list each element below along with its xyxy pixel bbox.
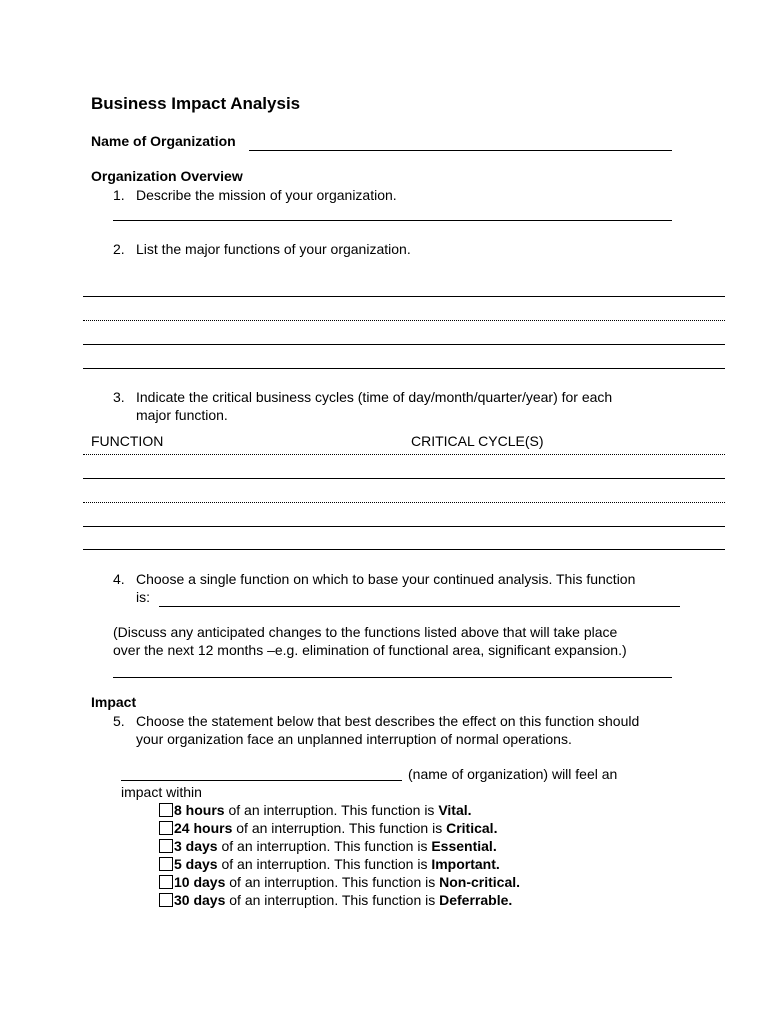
- option-text: of an interruption. This function is: [225, 874, 440, 890]
- option-duration: 3 days: [174, 838, 218, 854]
- option-level: Non-critical.: [439, 874, 521, 890]
- impact-heading: Impact: [91, 694, 137, 710]
- q3-answer-line[interactable]: [83, 454, 725, 455]
- option-level: Deferrable.: [439, 892, 513, 908]
- option-level: Essential.: [431, 838, 497, 854]
- impact-option-5-days: [159, 855, 500, 873]
- impact-option-10-days: [159, 873, 520, 891]
- checkbox[interactable]: [159, 839, 173, 853]
- option-text: of an interruption. This function is: [224, 802, 439, 818]
- q2-answer-line[interactable]: [83, 344, 725, 345]
- org-name-blank-line[interactable]: [121, 780, 402, 781]
- option-text: of an interruption. This function is: [232, 820, 447, 836]
- q3-answer-line[interactable]: [83, 526, 725, 527]
- checkbox[interactable]: [159, 821, 173, 835]
- org-name-label: Name of Organization: [91, 133, 236, 149]
- option-text: of an interruption. This function is: [217, 856, 432, 872]
- q4-answer-line[interactable]: [159, 606, 680, 607]
- q5-text-line1: Choose the statement below that best describes the effect on this function should: [136, 713, 640, 729]
- q3-answer-line[interactable]: [83, 478, 725, 479]
- page-title: Business Impact Analysis: [91, 94, 301, 113]
- feel-impact-text: (name of organization) will feel an: [408, 766, 618, 782]
- q5-text-line2: your organization face an unplanned interruption of normal operations.: [136, 731, 572, 747]
- q2-text: List the major functions of your organization.: [136, 241, 411, 257]
- option-text: of an interruption. This function is: [217, 838, 432, 854]
- option-level: Vital.: [438, 802, 472, 818]
- discuss-text-line1: (Discuss any anticipated changes to the functions listed above that will take place: [113, 624, 618, 640]
- critical-cycle-column-header: CRITICAL CYCLE(S): [411, 433, 544, 449]
- checkbox[interactable]: [159, 857, 173, 871]
- impact-option-8-hours: [159, 801, 472, 819]
- q3-text-line2: major function.: [136, 407, 228, 423]
- checkbox[interactable]: [159, 803, 173, 817]
- q3-number: 3.: [113, 389, 125, 405]
- q2-answer-line[interactable]: [83, 368, 725, 369]
- checkbox[interactable]: [159, 875, 173, 889]
- option-duration: 24 hours: [174, 820, 233, 836]
- impact-within-text: impact within: [121, 784, 202, 800]
- discuss-answer-line[interactable]: [113, 677, 672, 678]
- overview-heading: Organization Overview: [91, 168, 243, 184]
- option-duration: 5 days: [174, 856, 218, 872]
- option-level: Important.: [431, 856, 500, 872]
- q2-answer-line[interactable]: [83, 320, 725, 321]
- function-column-header: FUNCTION: [91, 433, 164, 449]
- org-name-field[interactable]: [249, 150, 672, 151]
- q4-text-line1: Choose a single function on which to base your continued analysis. This function: [136, 571, 636, 587]
- q1-text: Describe the mission of your organization.: [136, 187, 397, 203]
- q5-number: 5.: [113, 713, 125, 729]
- impact-option-3-days: [159, 837, 497, 855]
- option-level: Critical.: [446, 820, 498, 836]
- option-duration: 10 days: [174, 874, 226, 890]
- impact-option-30-days: [159, 891, 512, 909]
- checkbox[interactable]: [159, 893, 173, 907]
- q4-text-line2: is:: [136, 589, 150, 605]
- q3-answer-line[interactable]: [83, 549, 725, 550]
- discuss-text-line2: over the next 12 months –e.g. elimination of functional area, significant expansion.): [113, 642, 627, 658]
- q2-answer-line[interactable]: [83, 296, 725, 297]
- q1-number: 1.: [113, 187, 125, 203]
- q3-text-line1: Indicate the critical business cycles (time of day/month/quarter/year) for each: [136, 389, 613, 405]
- q4-number: 4.: [113, 571, 125, 587]
- q3-answer-line[interactable]: [83, 502, 725, 503]
- q1-answer-line[interactable]: [113, 220, 672, 221]
- option-text: of an interruption. This function is: [225, 892, 440, 908]
- q2-number: 2.: [113, 241, 125, 257]
- impact-option-24-hours: [159, 819, 497, 837]
- option-duration: 30 days: [174, 892, 226, 908]
- option-duration: 8 hours: [174, 802, 225, 818]
